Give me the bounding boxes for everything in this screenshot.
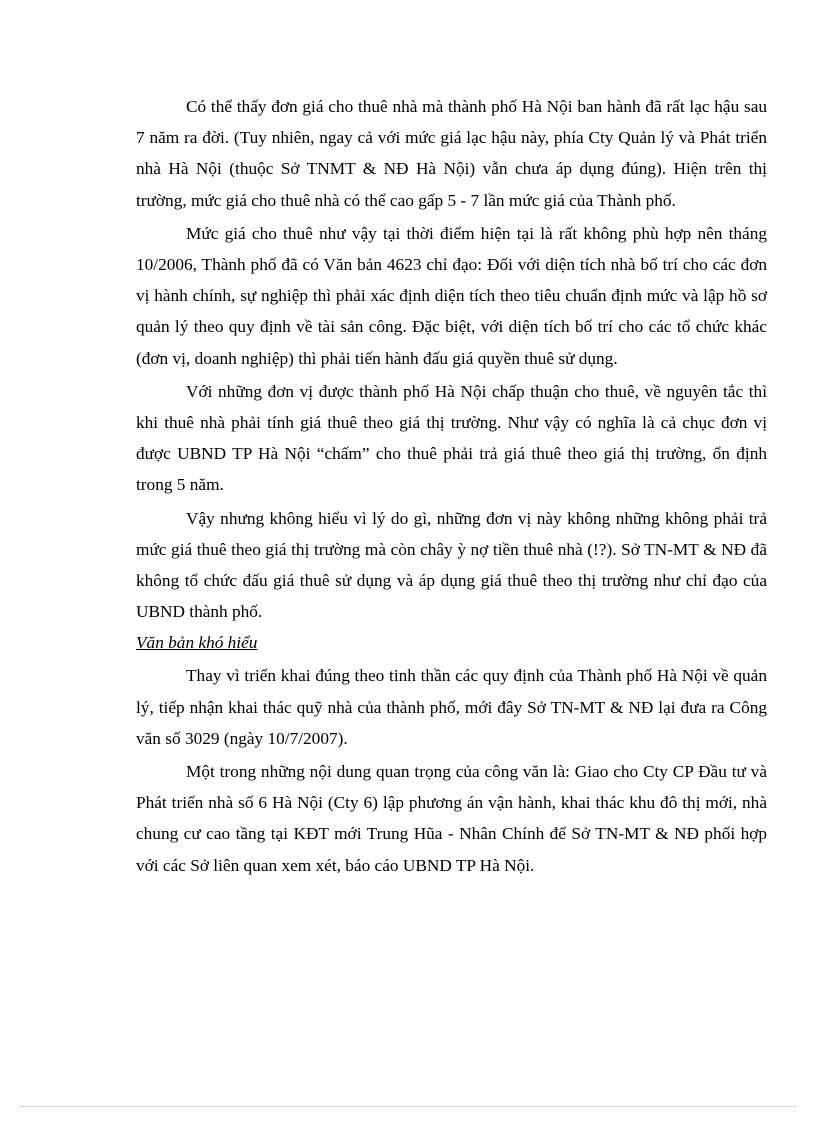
document-body xyxy=(136,91,767,881)
paragraph-cty6-assignment: Một trong những nội dung quan trọng của công văn là: Giao cho Cty CP Đầu tư và Phát triển nhà số 6 Hà Nội (Cty 6) lập phương án vận hành, khai thác khu đô thị mới, nhà chung cư cao tầng tại KĐT mới Trung Hũa - Nhân Chính để Sở TN-MT & NĐ phối hợp với các Sở liên quan xem xét, báo cáo UBND TP Hà Nội. xyxy=(136,762,767,875)
section-heading: Văn bản khó hiểu xyxy=(136,633,258,653)
paragraph-official-letter-3029: Thay vì triển khai đúng theo tinh thần các quy định của Thành phố Hà Nội về quản lý, tiếp nhận khai thác quỹ nhà của thành phố, mới đây Sở TN-MT & NĐ lại đưa ra Công văn số 3029 (ngày 10/7/2007). xyxy=(136,666,767,748)
paragraph-unpaid-rent: Vậy nhưng không hiểu vì lý do gì, những đơn vị này không những không phải trả mức giá thuê theo giá thị trường mà còn chây ỳ nợ tiền thuê nhà (!?). Sở TN-MT & NĐ đã không tổ chức đấu giá thuê sử dụng và áp dụng giá thuê theo thị trường như chỉ đạo của UBND thành phố. xyxy=(136,508,767,622)
paragraph-market-price-principle: Với những đơn vị được thành phố Hà Nội chấp thuận cho thuê, về nguyên tắc thì khi thuê nhà phải tính giá thuê theo giá thị trường. Như vậy có nghĩa là cả chục đơn vị được UBND TP Hà Nội “chấm” cho thuê phải trả giá thuê theo giá thị trường, ổn định trong 5 năm. xyxy=(136,381,767,495)
paragraph-document-4623: Mức giá cho thuê như vậy tại thời điểm hiện tại là rất không phù hợp nên tháng 10/2006, Thành phố đã có Văn bản 4623 chỉ đạo: Đối với diện tích nhà bố trí cho các đơn vị hành chính, sự nghiệp thì phải xác định diện tích theo tiêu chuẩn định mức và lập hồ sơ quản lý theo quy định về tài sản công. Đặc biệt, với diện tích bố trí cho các tổ chức khác (đơn vị, doanh nghiệp) thì phải tiến hành đấu giá quyền thuê sử dụng. xyxy=(136,223,767,368)
page-footer-divider xyxy=(20,1106,796,1107)
paragraph-rental-price-outdated: Có thể thấy đơn giá cho thuê nhà mà thành phố Hà Nội ban hành đã rất lạc hậu sau 7 năm ra đời. (Tuy nhiên, ngay cả với mức giá lạc hậu này, phía Cty Quản lý và Phát triển nhà Hà Nội (thuộc Sở TNMT & NĐ Hà Nội) vẫn chưa áp dụng đúng). Hiện trên thị trường, mức giá cho thuê nhà có thể cao gấp 5 - 7 lần mức giá của Thành phố. xyxy=(136,97,767,210)
